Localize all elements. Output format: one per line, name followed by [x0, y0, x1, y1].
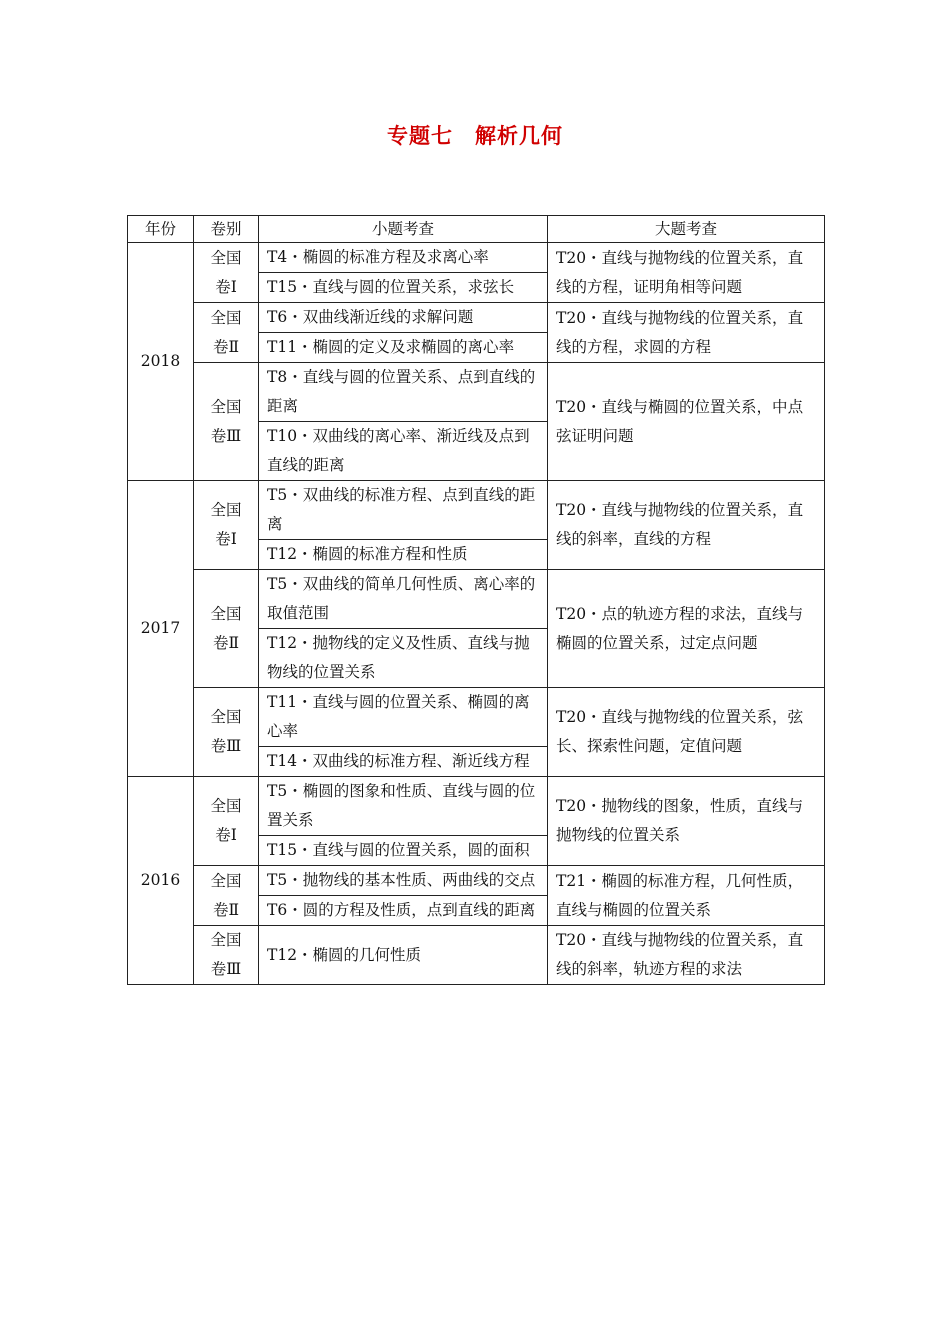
small-question-cell: T5・抛物线的基本性质、两曲线的交点	[259, 866, 548, 896]
header-small-questions: 小题考查	[259, 216, 548, 243]
big-question-cell: T20・直线与抛物线的位置关系，直线的斜率，轨迹方程的求法	[548, 926, 825, 985]
big-question-cell: T20・直线与抛物线的位置关系，弦长、探索性问题，定值问题	[548, 688, 825, 777]
volume-cell: 全国 卷Ⅲ	[194, 363, 259, 481]
big-question-cell: T20・抛物线的图象，性质，直线与抛物线的位置关系	[548, 777, 825, 866]
big-question-cell: T21・椭圆的标准方程，几何性质，直线与椭圆的位置关系	[548, 866, 825, 926]
small-question-cell: T5・椭圆的图象和性质、直线与圆的位置关系	[259, 777, 548, 836]
small-question-cell: T5・双曲线的简单几何性质、离心率的取值范围	[259, 570, 548, 629]
small-question-cell: T8・直线与圆的位置关系、点到直线的距离	[259, 363, 548, 422]
small-question-cell: T12・抛物线的定义及性质、直线与抛物线的位置关系	[259, 629, 548, 688]
volume-cell: 全国 卷Ⅱ	[194, 866, 259, 926]
exam-analysis-table	[127, 215, 825, 985]
small-question-cell: T11・直线与圆的位置关系、椭圆的离心率	[259, 688, 548, 747]
volume-cell: 全国 卷Ⅰ	[194, 777, 259, 866]
volume-cell: 全国 卷Ⅱ	[194, 303, 259, 363]
table-row	[128, 777, 825, 836]
small-question-cell: T5・双曲线的标准方程、点到直线的距离	[259, 481, 548, 540]
big-question-cell: T20・点的轨迹方程的求法，直线与椭圆的位置关系，过定点问题	[548, 570, 825, 688]
volume-cell: 全国 卷Ⅲ	[194, 926, 259, 985]
small-question-cell: T12・椭圆的几何性质	[259, 926, 548, 985]
table-row	[128, 481, 825, 540]
volume-cell: 全国 卷Ⅲ	[194, 688, 259, 777]
big-question-cell: T20・直线与抛物线的位置关系，直线的斜率，直线的方程	[548, 481, 825, 570]
volume-cell: 全国 卷Ⅰ	[194, 481, 259, 570]
small-question-cell: T11・椭圆的定义及求椭圆的离心率	[259, 333, 548, 363]
small-question-cell: T14・双曲线的标准方程、渐近线方程	[259, 747, 548, 777]
header-big-questions: 大题考查	[548, 216, 825, 243]
small-question-cell: T4・椭圆的标准方程及求离心率	[259, 243, 548, 273]
header-year: 年份	[128, 216, 194, 243]
big-question-cell: T20・直线与椭圆的位置关系，中点弦证明问题	[548, 363, 825, 481]
title-topic: 专题七	[387, 124, 453, 148]
volume-cell: 全国 卷Ⅰ	[194, 243, 259, 303]
title-subject: 解析几何	[475, 124, 563, 148]
table-row	[128, 303, 825, 333]
small-question-cell: T15・直线与圆的位置关系，求弦长	[259, 273, 548, 303]
big-question-cell: T20・直线与抛物线的位置关系，直线的方程，求圆的方程	[548, 303, 825, 363]
year-cell: 2018	[128, 243, 194, 481]
table-row	[128, 688, 825, 747]
table-row	[128, 926, 825, 985]
small-question-cell: T6・圆的方程及性质，点到直线的距离	[259, 896, 548, 926]
small-question-cell: T12・椭圆的标准方程和性质	[259, 540, 548, 570]
big-question-cell: T20・直线与抛物线的位置关系，直线的方程，证明角相等问题	[548, 243, 825, 303]
year-cell: 2016	[128, 777, 194, 985]
header-volume: 卷别	[194, 216, 259, 243]
table-row	[128, 866, 825, 896]
table-row	[128, 570, 825, 629]
table-header-row	[128, 216, 825, 243]
table-row	[128, 363, 825, 422]
small-question-cell: T6・双曲线渐近线的求解问题	[259, 303, 548, 333]
year-cell: 2017	[128, 481, 194, 777]
page-title	[0, 120, 950, 150]
small-question-cell: T10・双曲线的离心率、渐近线及点到直线的距离	[259, 422, 548, 481]
table-row	[128, 243, 825, 273]
volume-cell: 全国 卷Ⅱ	[194, 570, 259, 688]
small-question-cell: T15・直线与圆的位置关系，圆的面积	[259, 836, 548, 866]
